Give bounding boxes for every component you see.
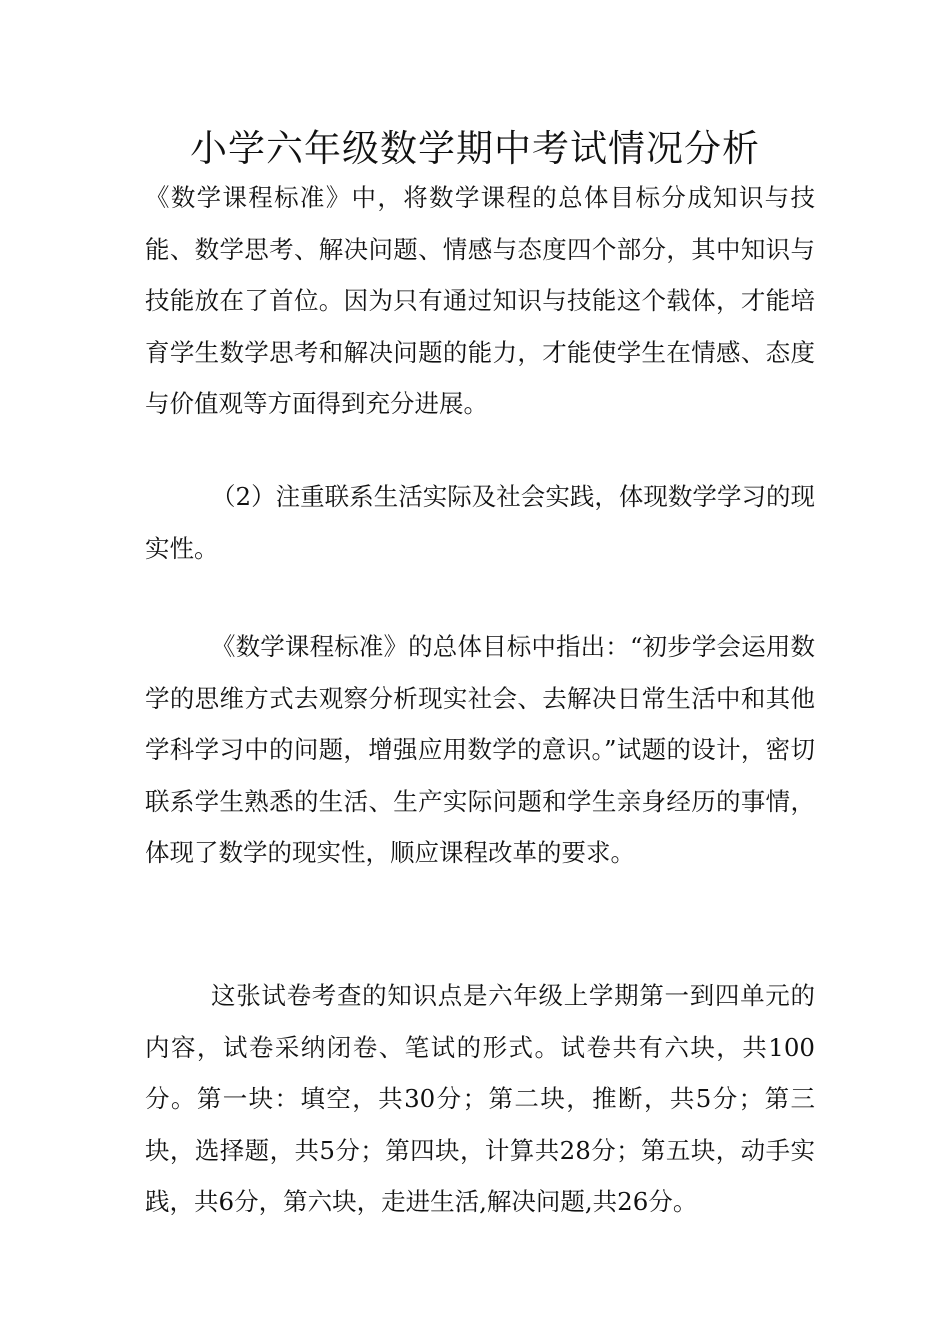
paragraph-curriculum-standard-quote: 《数学课程标准》的总体目标中指出：“初步学会运用数学的思维方式去观察分析现实社会、去解决日常生活中和其他学科学习中的问题，增强应用数学的意识。”试题的设计，密切联系学生熟悉的生活、生产实际问题和学生亲身经历的事情，体现了数学的现实性，顺应课程改革的要求。 <box>145 632 815 867</box>
paragraph-real-life-heading: （2）注重联系生活实际及社会实践，体现数学学习的现实性。 <box>145 482 815 563</box>
document-title: 小学六年级数学期中考试情况分析 <box>190 127 760 170</box>
paragraph-curriculum-goals: 《数学课程标准》中，将数学课程的总体目标分成知识与技能、数学思考、解决问题、情感与态度四个部分，其中知识与技能放在了首位。因为只有通过知识与技能这个载体，才能培育学生数学思考和解决问题的能力，才能使学生在情感、态度与价值观等方面得到充分进展。 <box>145 183 815 418</box>
paragraph-exam-structure: 这张试卷考查的知识点是六年级上学期第一到四单元的内容，试卷采纳闭卷、笔试的形式。试卷共有六块，共100分。第一块：填空，共30分；第二块，推断，共5分；第三块，选择题，共5分；第四块，计算共28分；第五块，动手实践，共6分，第六块，走进生活,解决问题,共26分。 <box>145 981 815 1216</box>
